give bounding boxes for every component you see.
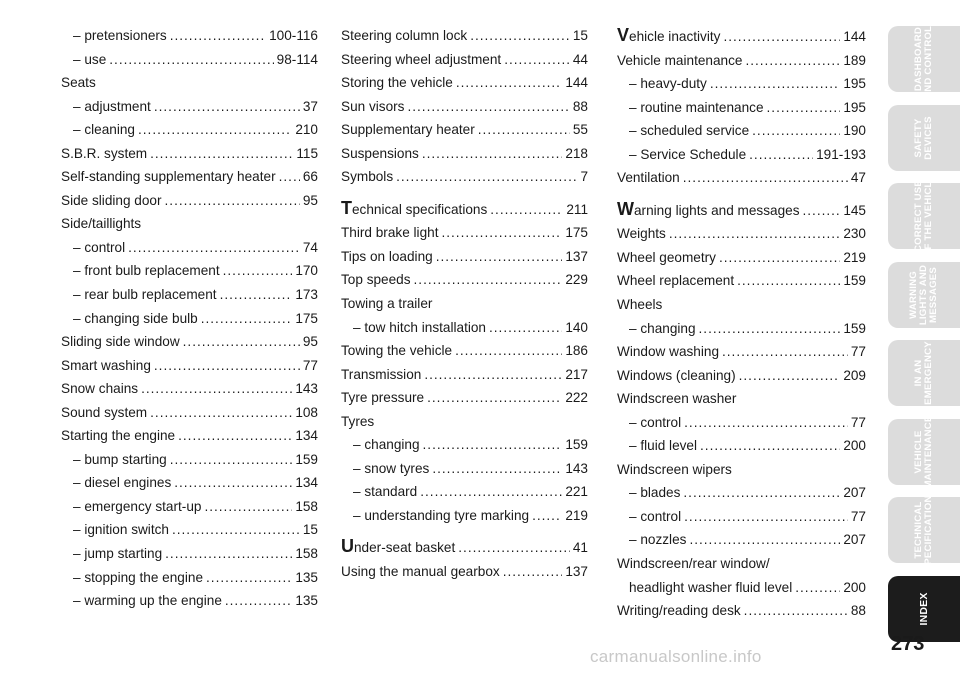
index-entry-label: Sun visors xyxy=(341,98,405,114)
dot-leader xyxy=(684,411,848,435)
section-tab-technical-specifications[interactable] xyxy=(888,488,960,572)
index-column-2 xyxy=(341,24,588,584)
index-entry-label: Self-standing supplementary heater xyxy=(61,169,276,185)
index-entry-page: 37 xyxy=(302,98,318,114)
index-entry xyxy=(341,165,588,189)
index-entry-label: – understanding tyre marking xyxy=(353,507,530,523)
index-entry-label: – cleaning xyxy=(73,122,135,138)
dot-leader xyxy=(710,72,840,96)
section-tab-safety-devices[interactable] xyxy=(888,105,960,171)
index-entry-label: – pretensioners xyxy=(73,28,167,43)
dot-leader xyxy=(504,48,570,72)
index-entry-page: 230 xyxy=(843,226,866,242)
index-entry-page: 221 xyxy=(565,484,588,500)
index-entry xyxy=(61,354,318,378)
dot-leader xyxy=(456,71,562,95)
index-entry-label: Tyre pressure xyxy=(341,390,425,406)
dot-leader xyxy=(689,528,840,552)
index-entry-page: 222 xyxy=(565,390,588,406)
index-entry xyxy=(341,363,588,387)
index-entry-page: 159 xyxy=(843,320,866,336)
index-column-1 xyxy=(61,24,318,613)
dot-leader xyxy=(174,471,292,495)
dot-leader xyxy=(422,142,562,166)
index-entry-page: 77 xyxy=(850,508,866,524)
index-entry-page: 158 xyxy=(295,546,318,562)
index-entry xyxy=(61,471,318,495)
index-entry-page: 219 xyxy=(565,507,588,523)
index-entry-label: Wheels xyxy=(617,297,663,313)
index-entry-label: Technical specifications xyxy=(341,197,488,218)
index-entry xyxy=(617,72,866,96)
dot-leader xyxy=(737,269,840,293)
index-entry-page: 137 xyxy=(565,564,588,580)
index-entry-page: 88 xyxy=(572,98,588,114)
dot-leader xyxy=(470,24,570,48)
index-entry-page: 195 xyxy=(843,99,866,115)
index-entry-page: 88 xyxy=(850,603,866,619)
index-entry-label: Wheel geometry xyxy=(617,249,716,265)
index-entry-page: 55 xyxy=(572,122,588,138)
index-entry-page: 144 xyxy=(565,75,588,91)
index-entry-label: – changing xyxy=(629,320,696,336)
dot-leader xyxy=(170,24,266,48)
index-entry-page: 217 xyxy=(565,366,588,382)
index-entry-label: – ignition switch xyxy=(73,522,169,538)
index-entry-page: 159 xyxy=(295,451,318,467)
index-entry xyxy=(341,457,588,481)
index-entry-label: Suspensions xyxy=(341,145,419,161)
dot-leader xyxy=(407,95,569,119)
index-entry-label: Snow chains xyxy=(61,381,139,397)
dot-leader xyxy=(441,221,562,245)
index-entry-page: 15 xyxy=(572,28,588,43)
index-entry xyxy=(61,142,318,166)
index-entry xyxy=(61,307,318,331)
dot-leader xyxy=(490,198,563,222)
index-entry-label: Steering wheel adjustment xyxy=(341,51,502,67)
dot-leader xyxy=(206,566,292,590)
index-entry xyxy=(617,576,866,600)
index-entry-label: Windscreen washer xyxy=(617,391,737,407)
dot-leader xyxy=(183,330,300,354)
index-entry xyxy=(617,222,866,246)
dot-leader xyxy=(150,142,293,166)
index-entry-page: 134 xyxy=(295,428,318,444)
index-entry-label: Top speeds xyxy=(341,272,411,288)
dot-leader xyxy=(749,143,813,167)
index-entry-label: Ventilation xyxy=(617,170,680,186)
index-entry-page: 115 xyxy=(296,145,318,161)
dot-leader xyxy=(423,433,563,457)
index-entry xyxy=(341,316,588,340)
index-entry-label: – routine maintenance xyxy=(629,99,764,115)
index-entry-page: 175 xyxy=(565,225,588,241)
index-entry xyxy=(341,433,588,457)
index-entry-label: – jump starting xyxy=(73,546,163,562)
index-entry-label: Smart washing xyxy=(61,357,151,373)
index-entry-page: 186 xyxy=(565,343,588,359)
index-entry-label: – control xyxy=(629,414,682,430)
dot-leader xyxy=(723,25,840,49)
index-entry-page: 143 xyxy=(295,381,318,397)
dot-leader xyxy=(669,222,840,246)
dot-leader xyxy=(225,589,292,613)
index-entry xyxy=(617,246,866,270)
dot-leader xyxy=(165,189,300,213)
index-entry-page: 170 xyxy=(295,263,318,279)
dot-leader xyxy=(478,118,570,142)
index-entry-label: Symbols xyxy=(341,169,394,185)
index-entry xyxy=(341,268,588,292)
dot-leader xyxy=(739,364,841,388)
index-entry-page: 218 xyxy=(565,145,588,161)
index-entry xyxy=(341,535,588,560)
section-tab-in-an-emergency[interactable] xyxy=(888,340,960,406)
index-entry-label: Supplementary heater xyxy=(341,122,475,138)
index-entry-page: 175 xyxy=(295,310,318,326)
index-entry-label: – changing side bulb xyxy=(73,310,198,326)
index-entry xyxy=(61,448,318,472)
index-entry-page: 15 xyxy=(302,522,318,538)
dot-leader xyxy=(455,339,562,363)
index-entry xyxy=(617,24,866,49)
index-entry-page: 159 xyxy=(843,273,866,289)
index-entry xyxy=(617,387,866,411)
index-entry xyxy=(61,189,318,213)
index-entry-label: Sliding side window xyxy=(61,334,180,350)
dot-leader xyxy=(683,166,848,190)
index-entry-page: 219 xyxy=(843,249,866,265)
index-entry xyxy=(617,198,866,223)
dot-leader xyxy=(436,245,563,269)
index-entry-page: 77 xyxy=(850,414,866,430)
index-entry-label: Writing/reading desk xyxy=(617,603,741,619)
section-tab-vehicle-maintenance[interactable] xyxy=(888,414,960,489)
index-entry-page: 173 xyxy=(295,287,318,303)
index-entry xyxy=(341,480,588,504)
watermark: carmanualsonline.info xyxy=(590,647,762,666)
index-entry-page: 191-193 xyxy=(816,146,866,162)
dot-leader xyxy=(424,363,562,387)
section-tab-correct-use-of-the-vehicle[interactable] xyxy=(888,174,960,258)
index-entry xyxy=(617,340,866,364)
index-entry-label: Using the manual gearbox xyxy=(341,564,500,580)
dot-leader xyxy=(503,560,563,584)
index-entry xyxy=(61,165,318,189)
index-entry xyxy=(61,589,318,613)
dot-leader xyxy=(795,576,840,600)
index-entry xyxy=(617,96,866,120)
index-entry xyxy=(61,48,318,72)
dot-leader xyxy=(165,542,292,566)
index-entry-page: 200 xyxy=(843,579,866,595)
index-entry xyxy=(617,434,866,458)
dot-leader xyxy=(150,401,292,425)
dot-leader xyxy=(138,118,292,142)
index-entry xyxy=(617,49,866,73)
index-entry-page: 190 xyxy=(843,123,866,139)
index-entry xyxy=(61,566,318,590)
dot-leader xyxy=(178,424,292,448)
section-tab-label: CORRECT USE OF THE VEHICLE xyxy=(913,174,934,258)
index-entry xyxy=(61,118,318,142)
index-entry xyxy=(61,401,318,425)
index-entry xyxy=(617,269,866,293)
index-entry xyxy=(341,339,588,363)
index-entry-page: 229 xyxy=(565,272,588,288)
dot-leader xyxy=(128,236,300,260)
index-entry-label: Windows (cleaning) xyxy=(617,367,736,383)
dot-leader xyxy=(109,48,273,72)
index-entry xyxy=(617,528,866,552)
index-entry xyxy=(61,330,318,354)
index-entry xyxy=(617,119,866,143)
dot-leader xyxy=(201,307,293,331)
index-entry-page: 134 xyxy=(295,475,318,491)
index-entry xyxy=(617,505,866,529)
index-entry-label: Warning lights and messages xyxy=(617,198,800,219)
dot-leader xyxy=(427,386,562,410)
index-entry-page: 44 xyxy=(572,51,588,67)
dot-leader xyxy=(684,505,848,529)
index-entry-label: Starting the engine xyxy=(61,428,176,444)
section-tab-dashboard-and-controls[interactable] xyxy=(888,19,960,99)
index-entry xyxy=(617,458,866,482)
page-number: 273 xyxy=(891,633,925,655)
index-entry-page: 108 xyxy=(295,404,318,420)
index-entry-page: 207 xyxy=(843,485,866,501)
index-entry-label: Window washing xyxy=(617,344,719,360)
index-entry xyxy=(341,95,588,119)
index-entry-label: Tips on loading xyxy=(341,248,433,264)
section-tab-label: INDEX xyxy=(918,591,930,626)
dot-leader xyxy=(170,448,293,472)
index-entry-label: Steering column lock xyxy=(341,28,468,43)
index-entry xyxy=(341,118,588,142)
index-entry-page: 207 xyxy=(843,532,866,548)
section-tab-index[interactable] xyxy=(888,576,960,642)
index-entry-label: Side/taillights xyxy=(61,216,142,232)
index-entry-label: Vehicle maintenance xyxy=(617,52,743,68)
index-entry-label: – stopping the engine xyxy=(73,569,204,585)
index-entry xyxy=(341,410,588,434)
index-entry-page: 211 xyxy=(566,201,588,217)
index-entry-page: 195 xyxy=(843,76,866,92)
index-entry xyxy=(341,197,588,222)
index-column-3 xyxy=(617,24,866,623)
index-entry-label: S.B.R. system xyxy=(61,145,148,161)
index-entry xyxy=(61,259,318,283)
index-entry xyxy=(341,245,588,269)
index-entry xyxy=(617,317,866,341)
index-entry-page: 140 xyxy=(565,319,588,335)
dot-leader xyxy=(532,504,562,528)
dot-leader xyxy=(220,283,293,307)
index-entry-page: 159 xyxy=(565,437,588,453)
index-entry xyxy=(341,71,588,95)
index-entry-label: Tyres xyxy=(341,413,375,429)
index-entry-page: 7 xyxy=(580,169,588,185)
index-entry-label: Vehicle inactivity xyxy=(617,25,721,45)
index-entry-label: – warming up the engine xyxy=(73,593,222,609)
index-entry xyxy=(617,166,866,190)
dot-leader xyxy=(396,165,577,189)
index-entry xyxy=(341,24,588,48)
dot-leader xyxy=(420,480,562,504)
index-entry-label: – blades xyxy=(629,485,681,501)
section-tab-label: IN AN EMERGENCY xyxy=(913,341,934,405)
index-entry-page: 98-114 xyxy=(276,51,318,67)
index-entry xyxy=(341,221,588,245)
index-entry-page: 74 xyxy=(302,239,318,255)
index-entry-label: – nozzles xyxy=(629,532,687,548)
index-entry xyxy=(61,542,318,566)
dot-leader xyxy=(414,268,563,292)
index-entry xyxy=(341,292,588,316)
index-entry-page: 145 xyxy=(843,202,866,218)
index-entry-page: 47 xyxy=(850,170,866,186)
index-entry-page: 143 xyxy=(565,460,588,476)
index-entry-label: – front bulb replacement xyxy=(73,263,220,279)
dot-leader xyxy=(700,434,840,458)
index-entry-label: – changing xyxy=(353,437,420,453)
index-entry-page: 135 xyxy=(295,569,318,585)
index-entry-label: Towing a trailer xyxy=(341,296,433,312)
index-entry-label: – diesel engines xyxy=(73,475,172,491)
index-entry xyxy=(617,293,866,317)
index-entry xyxy=(61,518,318,542)
index-entry-label: Windscreen wipers xyxy=(617,461,732,477)
index-entry xyxy=(61,71,318,95)
section-tab-label: VEHICLE MAINTENANCE xyxy=(913,414,934,489)
index-entry-label: – bump starting xyxy=(73,451,167,467)
index-entry-page: 66 xyxy=(302,169,318,185)
dot-leader xyxy=(744,599,848,623)
index-entry-label: – Service Schedule xyxy=(629,146,747,162)
index-entry-page: 100-116 xyxy=(269,28,318,43)
index-entry-label: – heavy-duty xyxy=(629,76,707,92)
dot-leader xyxy=(745,49,840,73)
index-entry-label: Seats xyxy=(61,75,96,91)
dot-leader xyxy=(803,199,841,223)
index-entry xyxy=(61,424,318,448)
dot-leader xyxy=(223,259,293,283)
index-entry-label: headlight washer fluid level xyxy=(629,579,793,595)
dot-leader xyxy=(172,518,300,542)
index-entry xyxy=(341,504,588,528)
dot-leader xyxy=(279,165,300,189)
section-tab-label: SAFETY DEVICES xyxy=(913,115,934,160)
index-entry xyxy=(617,143,866,167)
index-entry xyxy=(61,212,318,236)
index-entry-label: Storing the vehicle xyxy=(341,75,453,91)
index-entry-label: – snow tyres xyxy=(353,460,430,476)
index-entry xyxy=(61,495,318,519)
section-tab-label: WARNING LIGHTS AND MESSAGES xyxy=(908,264,939,325)
index-entry-label: Side sliding door xyxy=(61,192,162,208)
index-entry xyxy=(341,386,588,410)
index-entry-page: 95 xyxy=(302,334,318,350)
index-entry xyxy=(617,364,866,388)
index-entry-label: – emergency start-up xyxy=(73,498,202,514)
index-entry xyxy=(61,95,318,119)
index-entry-page: 77 xyxy=(850,344,866,360)
index-entry-label: Transmission xyxy=(341,366,422,382)
index-entry xyxy=(617,599,866,623)
index-entry xyxy=(61,24,318,48)
index-entry xyxy=(617,552,866,576)
index-entry xyxy=(61,377,318,401)
index-entry-label: – fluid level xyxy=(629,438,698,454)
dot-leader xyxy=(432,457,562,481)
index-entry-label: Wheel replacement xyxy=(617,273,735,289)
dot-leader xyxy=(154,354,300,378)
index-entry-label: Windscreen/rear window/ xyxy=(617,556,770,572)
index-entry-label: – control xyxy=(73,239,126,255)
dot-leader xyxy=(767,96,841,120)
index-entry-label: – standard xyxy=(353,484,418,500)
index-entry xyxy=(341,48,588,72)
dot-leader xyxy=(489,316,562,340)
index-entry xyxy=(341,560,588,584)
dot-leader xyxy=(141,377,292,401)
index-entry xyxy=(61,236,318,260)
index-entry-label: – control xyxy=(629,508,682,524)
index-entry-label: – tow hitch installation xyxy=(353,319,486,335)
index-entry-label: Under-seat basket xyxy=(341,536,456,557)
index-entry-label: Weights xyxy=(617,226,666,242)
index-entry-page: 189 xyxy=(843,52,866,68)
section-tabs xyxy=(888,19,960,654)
dot-leader xyxy=(699,317,841,341)
index-entry-label: – scheduled service xyxy=(629,123,750,139)
index-entry-label: – rear bulb replacement xyxy=(73,287,217,303)
index-entry-page: 200 xyxy=(843,438,866,454)
dot-leader xyxy=(458,536,570,560)
index-entry-page: 158 xyxy=(295,498,318,514)
dot-leader xyxy=(154,95,300,119)
index-entry-label: Sound system xyxy=(61,404,148,420)
index-entry xyxy=(617,411,866,435)
index-entry-page: 95 xyxy=(302,192,318,208)
index-entry-label: – adjustment xyxy=(73,98,151,114)
section-tab-label: TECHNICAL SPECIFICATIONS xyxy=(913,488,934,572)
index-entry-label: – use xyxy=(73,51,107,67)
index-entry-page: 77 xyxy=(302,357,318,373)
dot-leader xyxy=(722,340,848,364)
dot-leader xyxy=(683,481,840,505)
section-tab-label: DASHBOARD AND CONTROLS xyxy=(913,19,934,99)
index-entry-page: 210 xyxy=(295,122,318,138)
index-entry-label: Towing the vehicle xyxy=(341,343,453,359)
index-entry-label: Third brake light xyxy=(341,225,439,241)
index-entry-page: 137 xyxy=(565,248,588,264)
index-entry xyxy=(341,142,588,166)
dot-leader xyxy=(204,495,292,519)
dot-leader xyxy=(719,246,840,270)
dot-leader xyxy=(752,119,840,143)
index-entry xyxy=(617,481,866,505)
index-entry-page: 135 xyxy=(295,593,318,609)
index-entry-page: 209 xyxy=(843,367,866,383)
index-entry-page: 41 xyxy=(572,540,588,556)
section-tab-warning-lights-and-messages[interactable] xyxy=(888,262,960,328)
index-entry-page: 144 xyxy=(843,29,866,44)
index-entry xyxy=(61,283,318,307)
